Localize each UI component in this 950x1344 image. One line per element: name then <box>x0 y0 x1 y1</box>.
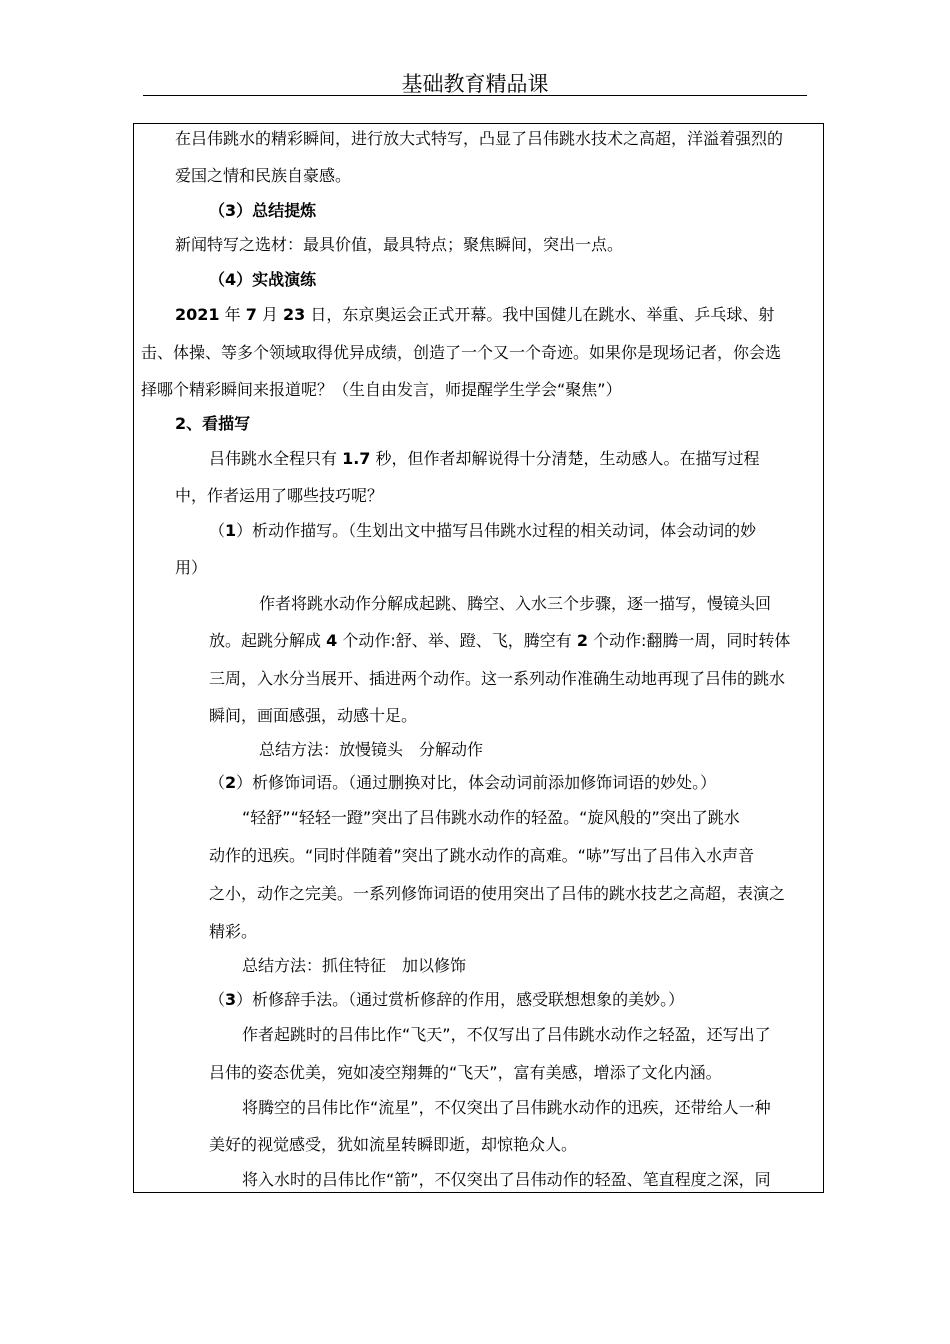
subsection-heading: （3）析修辞手法。（通过赏析修辞的作用，感受联想想象的美妙。） <box>209 990 685 1009</box>
text-line: 新闻特写之选材：最具价值，最具特点；聚焦瞬间，突出一点。 <box>175 235 624 254</box>
text-line: 择哪个精彩瞬间来报道呢？（生自由发言，师提醒学生学会“聚焦”） <box>141 380 622 399</box>
header-rule <box>143 95 807 96</box>
method-summary: 总结方法：抓住特征 加以修饰 <box>242 956 467 975</box>
method-summary: 总结方法：放慢镜头 分解动作 <box>259 740 484 759</box>
text-line: 爱国之情和民族自豪感。 <box>175 166 352 185</box>
text-line: 放。起跳分解成 4 个动作:舒、举、蹬、飞，腾空有 2 个动作:翻腾一周，同时转体 <box>209 631 791 650</box>
text-line: 动作的迅疾。“同时伴随着”突出了跳水动作的高难。“哧”写出了吕伟入水声音 <box>209 846 755 865</box>
text-line: 将入水时的吕伟比作“箭”，不仅突出了吕伟动作的轻盈、笔直程度之深，同 <box>242 1170 771 1189</box>
text-line: 在吕伟跳水的精彩瞬间，进行放大式特写，凸显了吕伟跳水技术之高超，洋溢着强烈的 <box>175 129 784 148</box>
text-line: 瞬间，画面感强，动感十足。 <box>209 706 418 725</box>
text-line: 吕伟跳水全程只有 1.7 秒，但作者却解说得十分清楚，生动感人。在描写过程 <box>209 449 760 468</box>
text-line: 击、体操、等多个领域取得优异成绩，创造了一个又一个奇迹。如果你是现场记者，你会选 <box>141 343 782 362</box>
page-header-title: 基础教育精品课 <box>401 72 549 96</box>
text-line: 三周，入水分当展开、插进两个动作。这一系列动作准确生动地再现了吕伟的跳水 <box>209 669 786 688</box>
subsection-heading: （1）析动作描写。（生划出文中描写吕伟跳水过程的相关动词，体会动词的妙 <box>209 521 757 540</box>
section-heading: （4）实战演练 <box>209 270 317 289</box>
text-line: 精彩。 <box>209 922 258 941</box>
text-line: 作者起跳时的吕伟比作“飞天”，不仅写出了吕伟跳水动作之轻盈，还写出了 <box>242 1025 771 1044</box>
text-line: 美好的视觉感受，犹如流星转瞬即逝，却惊艳众人。 <box>209 1135 578 1154</box>
section-heading: 2、看描写 <box>175 414 251 433</box>
text-line: 作者将跳水动作分解成起跳、腾空、入水三个步骤，逐一描写，慢镜头回 <box>259 594 772 613</box>
text-line: 吕伟的姿态优美，宛如凌空翔舞的“飞天”，富有美感，增添了文化内涵。 <box>209 1063 722 1082</box>
text-line: 2021 年 7 月 23 日，东京奥运会正式开幕。我中国健儿在跳水、举重、乒乓球、射 <box>175 305 775 324</box>
text-line: 之小，动作之完美。一系列修饰词语的使用突出了吕伟的跳水技艺之高超，表演之 <box>209 884 786 903</box>
subsection-heading: （2）析修饰词语。（通过删换对比，体会动词前添加修饰词语的妙处。） <box>209 773 717 792</box>
section-heading: （3）总结提炼 <box>209 201 317 220</box>
text-line: 用） <box>175 558 208 577</box>
text-line: 中，作者运用了哪些技巧呢？ <box>175 486 384 505</box>
text-line: “轻舒”“轻轻一蹬”突出了吕伟跳水动作的轻盈。“旋风般的”突出了跳水 <box>242 808 740 827</box>
text-line: 将腾空的吕伟比作“流星”，不仅突出了吕伟跳水动作的迅疾，还带给人一种 <box>242 1098 771 1117</box>
content-box <box>133 123 824 1193</box>
